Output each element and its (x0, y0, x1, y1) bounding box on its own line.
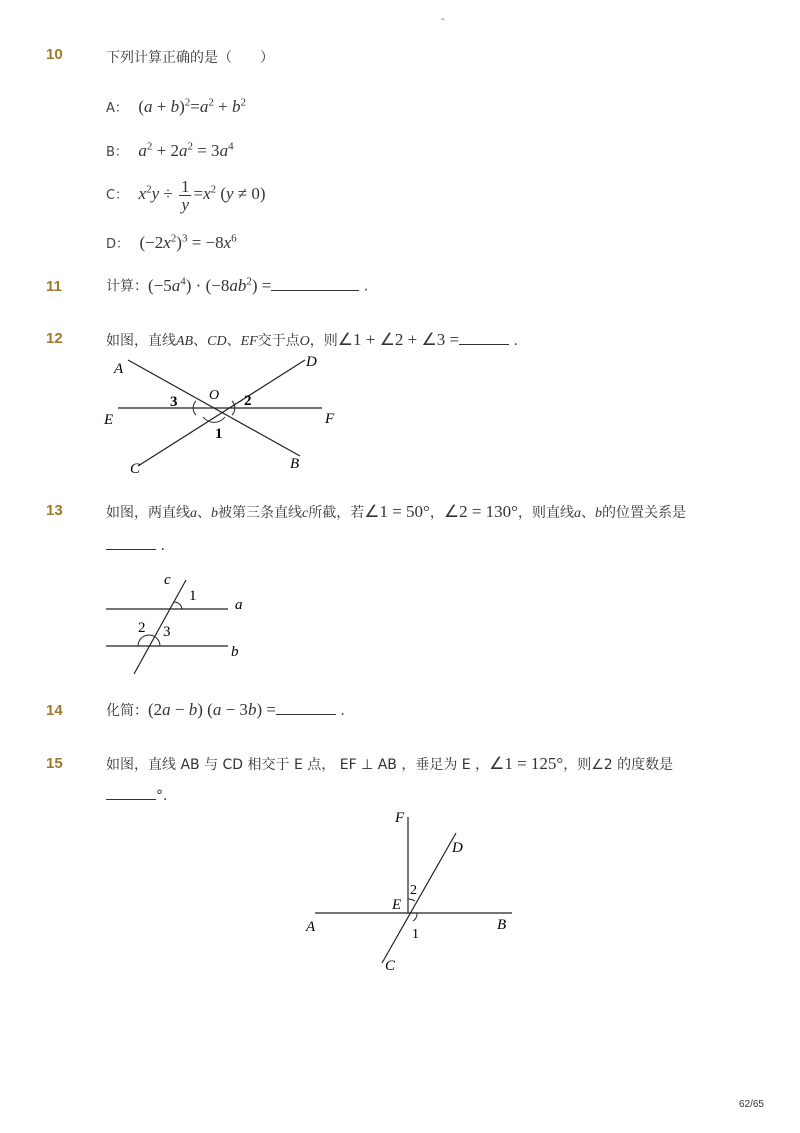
label-F: F (325, 411, 335, 427)
angle-label-1: 1 (215, 426, 223, 442)
angle-label-2: 2 (138, 620, 146, 636)
option-a-label: A： (106, 100, 128, 116)
q13-text-e: ，则直线 (518, 505, 574, 521)
q12-text-c: ，则 (309, 333, 338, 349)
label-E: E (104, 412, 114, 428)
q12-sep2: 、 (226, 333, 241, 349)
q12-o: O (299, 334, 310, 349)
label-B: B (497, 917, 507, 933)
angle-label-3: 3 (163, 624, 171, 640)
q11-suffix: . (363, 278, 369, 295)
page-number: 62/65 (738, 1099, 764, 1110)
angle-arc-2-3 (138, 635, 160, 646)
q12-suffix: . (513, 333, 518, 349)
figure-15-perpendicular-lines (300, 805, 520, 980)
q13-b: b (211, 506, 218, 521)
label-D: D (306, 354, 317, 370)
answer-blank-14[interactable] (276, 714, 336, 715)
question-13-answer-line (106, 538, 165, 554)
answer-blank-11[interactable] (271, 290, 359, 291)
question-number-10: 10 (46, 46, 63, 63)
q13-a: a (190, 506, 197, 521)
option-b-label: B： (106, 144, 128, 160)
label-D: D (452, 840, 463, 856)
q15-suffix: °. (156, 788, 168, 804)
label-A: A (114, 361, 124, 377)
angle-arc-2 (408, 899, 415, 901)
answer-blank-12[interactable] (459, 344, 509, 345)
q13-text-a: 如图，两直线 (106, 505, 190, 521)
label-a: a (235, 597, 243, 613)
q14-suffix: . (340, 703, 345, 719)
q15-text-b: ，则∠2 的度数是 (563, 757, 674, 773)
option-d-label: D： (106, 236, 130, 252)
question-number-13: 13 (46, 502, 63, 519)
angle-label-2: 2 (410, 883, 417, 898)
label-O: O (209, 388, 220, 403)
angle-label-3: 3 (170, 394, 178, 410)
label-A: A (306, 919, 316, 935)
option-a[interactable]: A： $(a + b)^2=a^2 + b^2$ (106, 96, 246, 116)
figure-13-parallel-lines (100, 568, 260, 678)
question-number-12: 12 (46, 330, 63, 347)
q13-c: c (302, 506, 309, 521)
question-15-answer-line (106, 788, 167, 804)
option-b[interactable]: B： $a^2 + 2a^2 = 3a^4$ (106, 140, 234, 160)
angle-label-1: 1 (189, 588, 197, 604)
q13-text-d: ， (429, 505, 444, 521)
page-header-mark: - (441, 14, 445, 25)
q13-sep2: 、 (581, 505, 595, 521)
q11-prefix: 计算： (106, 278, 148, 295)
q12-text-b: 交于点 (257, 333, 300, 349)
label-C: C (130, 461, 141, 477)
q13-sep: 、 (197, 505, 211, 521)
q12-text-a: 如图，直线 (106, 333, 176, 349)
q12-cd: CD (207, 334, 227, 349)
answer-blank-15[interactable] (106, 799, 156, 800)
angle-arc-1 (174, 602, 182, 609)
question-number-14: 14 (46, 702, 63, 719)
q13-text-c: 所截，若 (308, 505, 365, 521)
q14-prefix: 化简： (106, 703, 148, 719)
angle-label-2: 2 (244, 393, 252, 409)
line-cd (138, 360, 305, 466)
label-B: B (290, 456, 300, 472)
option-c[interactable]: C： $x^2y$ ÷ $\frac{1}{y}$ $=x^2$ (y ≠ 0) (106, 177, 266, 214)
question-number-15: 15 (46, 755, 63, 772)
option-c-label: C： (106, 188, 129, 204)
q12-ab: AB (176, 334, 194, 349)
question-number-11: 11 (46, 278, 62, 295)
q12-sep1: 、 (193, 333, 208, 349)
label-b: b (231, 644, 239, 660)
question-15-stem: 如图，直线 AB 与 CD 相交于 E 点， EF ⊥ AB ，垂足为 E ，∠1 = 125°，则∠2 的度数是 (106, 754, 674, 773)
option-d[interactable]: D： $(-2x^2)^3 = -8x^6$ (106, 232, 237, 252)
q13-a2: a (574, 506, 581, 521)
q13-suffix: . (160, 538, 165, 554)
q13-text-f: 的位置关系是 (602, 505, 686, 521)
q15-text-a: 如图，直线 AB 与 CD 相交于 E 点， EF ⊥ AB ，垂足为 E ， (106, 757, 490, 773)
label-c: c (164, 572, 171, 588)
label-E: E (392, 897, 402, 913)
q12-ef: EF (240, 334, 258, 349)
answer-blank-13[interactable] (106, 549, 156, 550)
question-11-stem: 计算：$(-5a^4) \cdot (-8ab^2)$ = . (106, 275, 369, 295)
angle-label-1: 1 (412, 927, 419, 942)
label-F: F (395, 810, 405, 826)
label-C: C (385, 958, 396, 974)
q13-text-b: 被第三条直线 (218, 505, 302, 521)
question-12-stem: 如图，直线AB、CD、EF交于点O，则∠1 + ∠2 + ∠3 = . (106, 330, 518, 349)
question-13-stem: 如图，两直线a、b被第三条直线c所截，若∠1 = 50°，∠2 = 130°，则直线a、b的位置关系是 (106, 502, 686, 521)
figure-12-intersecting-lines (100, 348, 350, 480)
question-10-stem: 下列计算正确的是（ ） (106, 50, 274, 66)
question-14-stem: 化简：(2a − b) (a − 3b) = . (106, 700, 345, 719)
angle-arc-1 (413, 913, 417, 921)
q13-b2: b (595, 506, 602, 521)
